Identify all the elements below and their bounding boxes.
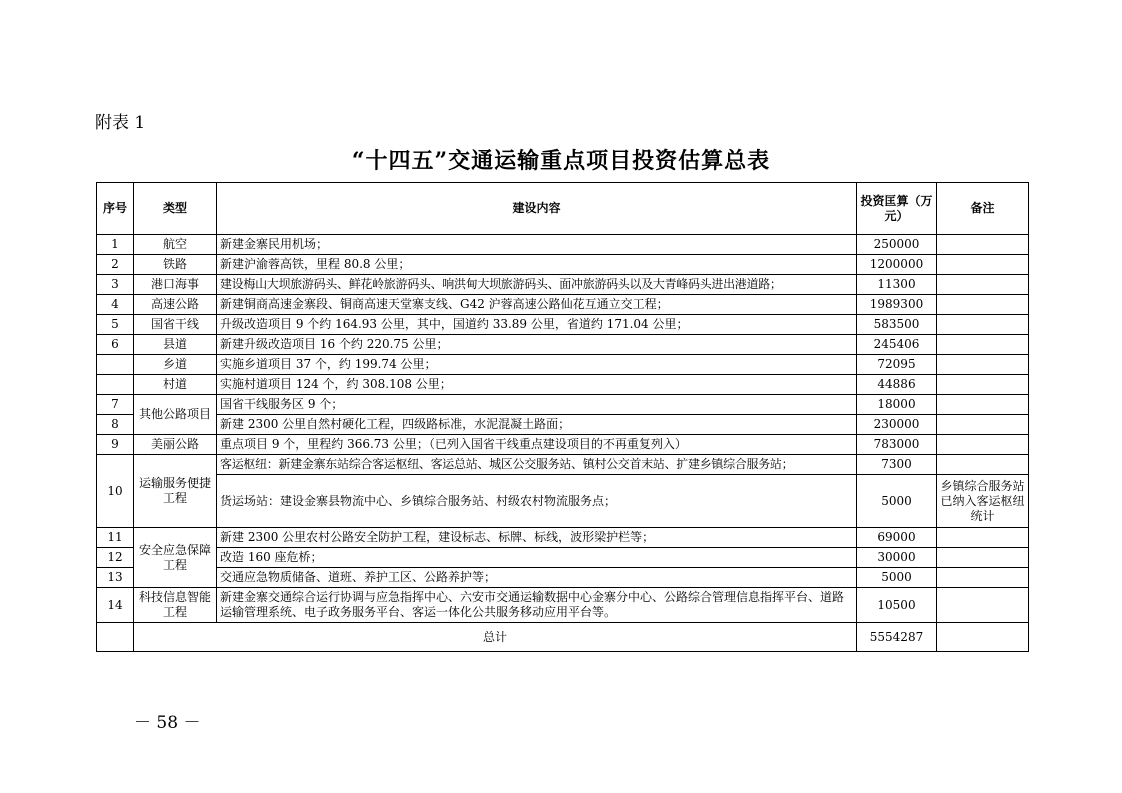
header-seq: 序号	[97, 183, 134, 235]
attachment-label: 附表 1	[95, 113, 146, 133]
table-row	[97, 548, 1029, 568]
row-investment: 18000	[857, 395, 937, 415]
row-type: 村道	[134, 375, 217, 395]
table-row	[97, 255, 1029, 275]
row-investment: 1200000	[857, 255, 937, 275]
row-investment: 5000	[857, 568, 937, 588]
row-remarks: 乡镇综合服务站已纳入客运枢纽统计	[937, 475, 1029, 528]
row-remarks	[937, 528, 1029, 548]
table-row	[97, 568, 1029, 588]
table-row	[97, 528, 1029, 548]
row-seq: 4	[97, 295, 134, 315]
table-row	[97, 235, 1029, 255]
row-seq: 7	[97, 395, 134, 415]
table-row	[97, 315, 1029, 335]
row-remarks	[937, 355, 1029, 375]
row-investment: 10500	[857, 588, 937, 623]
row-investment: 11300	[857, 275, 937, 295]
total-remarks	[937, 623, 1029, 652]
row-seq: 5	[97, 315, 134, 335]
row-seq: 12	[97, 548, 134, 568]
row-investment: 250000	[857, 235, 937, 255]
row-remarks	[937, 588, 1029, 623]
row-remarks	[937, 395, 1029, 415]
row-remarks	[937, 295, 1029, 315]
row-remarks	[937, 375, 1029, 395]
total-seq	[97, 623, 134, 652]
row-investment: 7300	[857, 455, 937, 475]
row-investment: 230000	[857, 415, 937, 435]
table-row	[97, 355, 1029, 375]
table-row	[97, 335, 1029, 355]
document-title: “十四五”交通运输重点项目投资估算总表	[351, 148, 771, 174]
row-seq: 1	[97, 235, 134, 255]
table-row	[97, 375, 1029, 395]
table-row	[97, 588, 1029, 623]
row-type: 乡道	[134, 355, 217, 375]
row-remarks	[937, 548, 1029, 568]
row-seq: 2	[97, 255, 134, 275]
header-content: 建设内容	[217, 183, 857, 235]
row-type: 国省干线	[134, 315, 217, 335]
row-seq: 14	[97, 588, 134, 623]
row-investment: 583500	[857, 315, 937, 335]
row-content: 新建沪渝蓉高铁，里程 80.8 公里；	[217, 255, 857, 275]
table-row	[97, 455, 1029, 475]
row-seq: 13	[97, 568, 134, 588]
header-remarks: 备注	[937, 183, 1029, 235]
row-seq: 8	[97, 415, 134, 435]
row-content: 新建铜商高速金寨段、铜商高速天堂寨支线、G42 沪蓉高速公路仙花互通立交工程；	[217, 295, 857, 315]
row-type: 航空	[134, 235, 217, 255]
row-remarks	[937, 235, 1029, 255]
row-investment: 44886	[857, 375, 937, 395]
table-header-row	[97, 183, 1029, 235]
table-row	[97, 295, 1029, 315]
row-remarks	[937, 435, 1029, 455]
table-row	[97, 475, 1029, 528]
total-row	[97, 623, 1029, 652]
total-value: 5554287	[857, 623, 937, 652]
row-investment: 72095	[857, 355, 937, 375]
total-label: 总计	[134, 623, 857, 652]
row-type: 科技信息智能工程	[134, 588, 217, 623]
row-type: 高速公路	[134, 295, 217, 315]
row-seq: 3	[97, 275, 134, 295]
row-investment: 245406	[857, 335, 937, 355]
row-content: 新建 2300 公里农村公路安全防护工程，建设标志、标牌、标线，波形梁护栏等；	[217, 528, 857, 548]
row-seq: 10	[97, 455, 134, 528]
row-remarks	[937, 455, 1029, 475]
row-content: 新建金寨民用机场；	[217, 235, 857, 255]
page-number: － 58 －	[134, 713, 201, 733]
row-content: 国省干线服务区 9 个；	[217, 395, 857, 415]
row-remarks	[937, 275, 1029, 295]
row-remarks	[937, 568, 1029, 588]
row-type: 县道	[134, 335, 217, 355]
row-seq	[97, 375, 134, 395]
row-content: 新建升级改造项目 16 个约 220.75 公里；	[217, 335, 857, 355]
investment-table	[96, 182, 1029, 652]
row-content: 客运枢纽：新建金寨东站综合客运枢纽、客运总站、城区公交服务站、镇村公交首末站、扩建乡镇综合服务站；	[217, 455, 857, 475]
row-remarks	[937, 335, 1029, 355]
header-type: 类型	[134, 183, 217, 235]
row-remarks	[937, 415, 1029, 435]
row-type: 运输服务便捷工程	[134, 455, 217, 528]
row-seq: 11	[97, 528, 134, 548]
row-content: 改造 160 座危桥；	[217, 548, 857, 568]
row-type: 安全应急保障工程	[134, 528, 217, 588]
row-content: 建设梅山大坝旅游码头、鲜花岭旅游码头、响洪甸大坝旅游码头、面冲旅游码头以及大青峰码头进出港道路；	[217, 275, 857, 295]
table-row	[97, 415, 1029, 435]
row-seq: 6	[97, 335, 134, 355]
row-seq	[97, 355, 134, 375]
row-seq: 9	[97, 435, 134, 455]
row-content: 实施村道项目 124 个，约 308.108 公里；	[217, 375, 857, 395]
table-row	[97, 275, 1029, 295]
row-content: 重点项目 9 个，里程约 366.73 公里；（已列入国省干线重点建设项目的不再重复列入）	[217, 435, 857, 455]
row-content: 新建金寨交通综合运行协调与应急指挥中心、六安市交通运输数据中心金寨分中心、公路综合管理信息指挥平台、道路运输管理系统、电子政务服务平台、客运一体化公共服务移动应用平台等。	[217, 588, 857, 623]
row-investment: 69000	[857, 528, 937, 548]
row-content: 实施乡道项目 37 个，约 199.74 公里；	[217, 355, 857, 375]
row-type: 港口海事	[134, 275, 217, 295]
row-type: 铁路	[134, 255, 217, 275]
row-investment: 1989300	[857, 295, 937, 315]
row-investment: 783000	[857, 435, 937, 455]
row-content: 交通应急物质储备、道班、养护工区、公路养护等；	[217, 568, 857, 588]
row-remarks	[937, 315, 1029, 335]
row-type: 美丽公路	[134, 435, 217, 455]
row-content: 新建 2300 公里自然村硬化工程，四级路标准，水泥混凝土路面；	[217, 415, 857, 435]
header-investment: 投资匡算（万元）	[857, 183, 937, 235]
row-remarks	[937, 255, 1029, 275]
row-content: 货运场站：建设金寨县物流中心、乡镇综合服务站、村级农村物流服务点；	[217, 475, 857, 528]
row-type: 其他公路项目	[134, 395, 217, 435]
row-investment: 30000	[857, 548, 937, 568]
table-row	[97, 435, 1029, 455]
table-row	[97, 395, 1029, 415]
row-content: 升级改造项目 9 个约 164.93 公里，其中，国道约 33.89 公里，省道约 171.04 公里；	[217, 315, 857, 335]
row-investment: 5000	[857, 475, 937, 528]
